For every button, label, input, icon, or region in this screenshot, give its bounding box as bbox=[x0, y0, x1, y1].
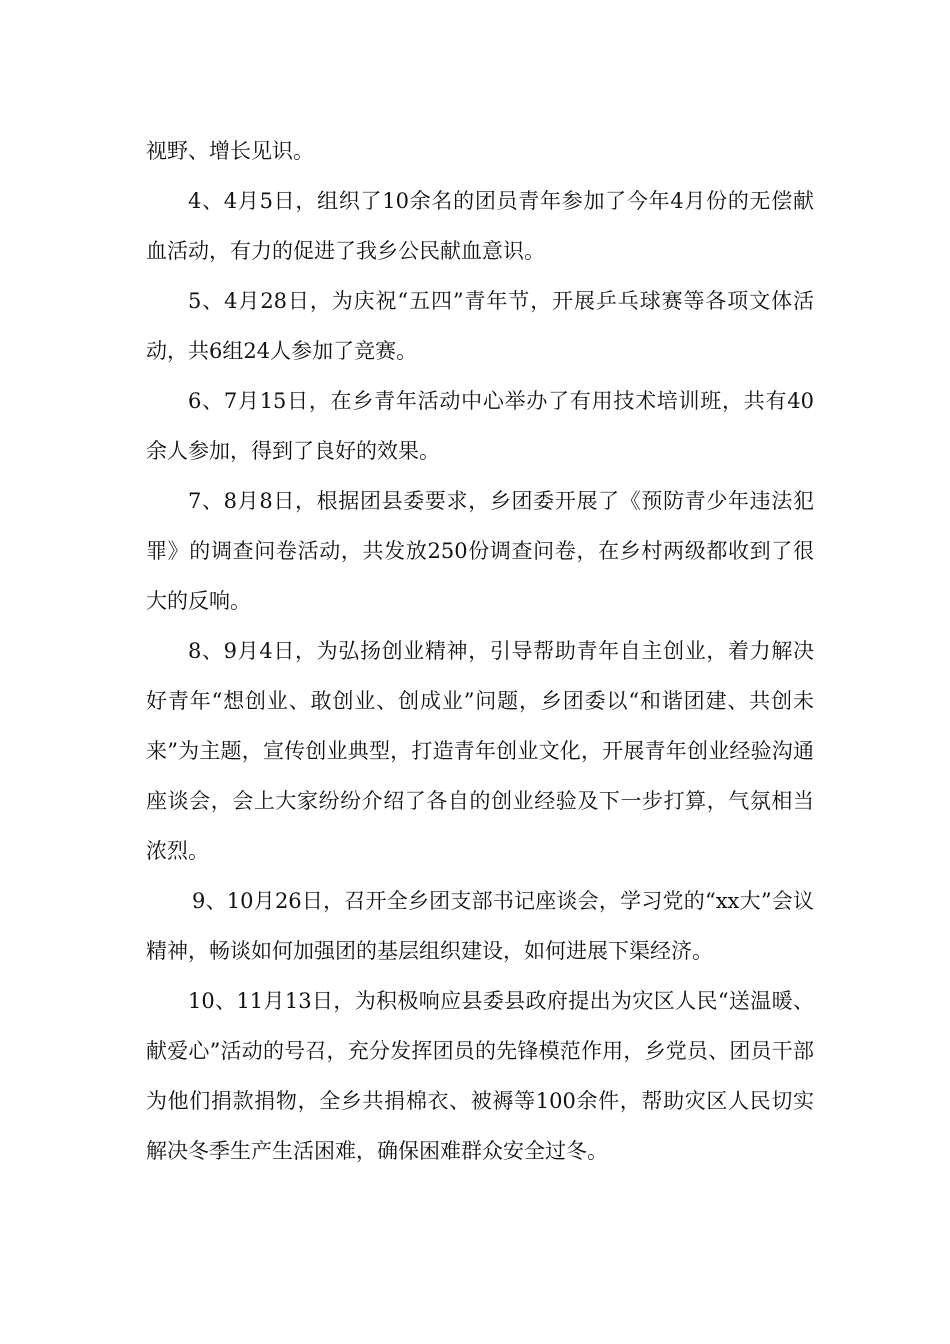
paragraph-item-8: 8、9月4日，为弘扬创业精神，引导帮助青年自主创业，着力解决好青年“想创业、敢创业、创成业”问题，乡团委以“和谐团建、共创未来”为主题，宣传创业典型，打造青年创业文化，开展青年创业经验沟通座谈会，会上大家纷纷介绍了各自的创业经验及下一步打算，气氛相当浓烈。 bbox=[146, 639, 814, 863]
paragraph-continuation: 视野、增长见识。 bbox=[146, 139, 314, 163]
paragraph-item-4: 4、4月5日，组织了10余名的团员青年参加了今年4月份的无偿献血活动，有力的促进了我乡公民献血意识。 bbox=[146, 189, 814, 263]
paragraph-item-9: 9、10月26日，召开全乡团支部书记座谈会，学习党的“xx大”会议精神，畅谈如何加强团的基层组织建设，如何进展下渠经济。 bbox=[146, 889, 814, 963]
paragraph-item-10: 10、11月13日，为积极响应县委县政府提出为灾区人民“送温暖、献爱心”活动的号召，充分发挥团员的先锋模范作用，乡党员、团员干部为他们捐款捐物，全乡共捐棉衣、被褥等100余件，帮助灾区人民切实解决冬季生产生活困难，确保困难群众安全过冬。 bbox=[146, 989, 814, 1163]
document-body bbox=[146, 126, 814, 1176]
paragraph-item-7: 7、8月8日，根据团县委要求，乡团委开展了《预防青少年违法犯罪》的调查问卷活动，共发放250份调查问卷，在乡村两级都收到了很大的反响。 bbox=[146, 489, 814, 613]
paragraph-item-5: 5、4月28日，为庆祝“五四”青年节，开展乒乓球赛等各项文体活动，共6组24人参加了竞赛。 bbox=[146, 289, 814, 363]
paragraph-item-6: 6、7月15日，在乡青年活动中心举办了有用技术培训班，共有40余人参加，得到了良好的效果。 bbox=[146, 389, 814, 463]
